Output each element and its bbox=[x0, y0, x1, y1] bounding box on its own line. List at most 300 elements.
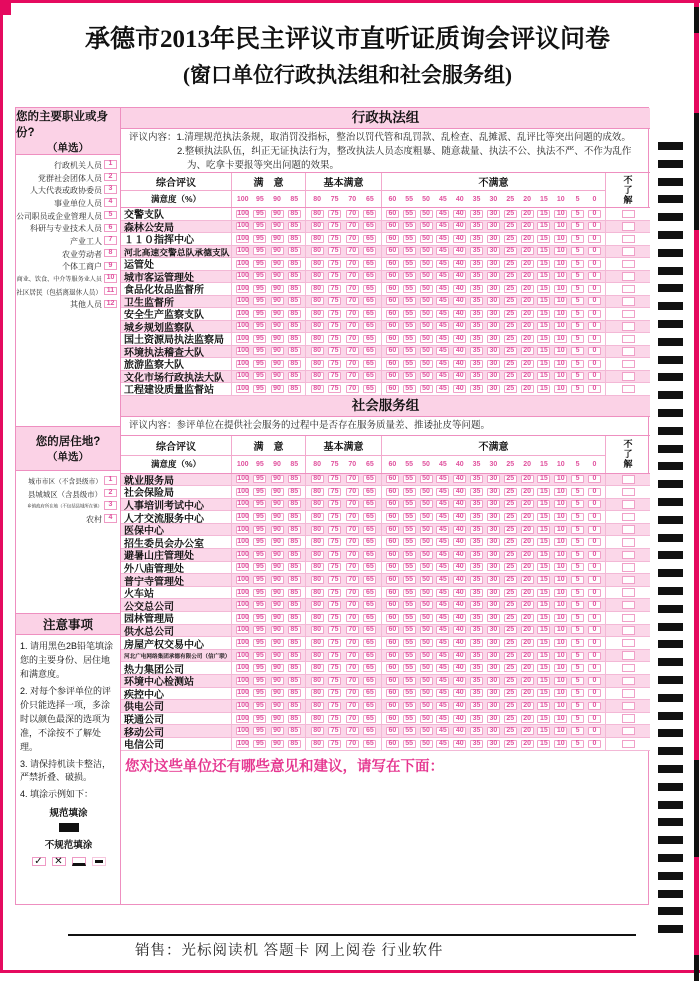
rating-bubble-5[interactable]: 5 bbox=[571, 475, 584, 483]
rating-bubble-65[interactable]: 65 bbox=[363, 488, 376, 496]
rating-bubble-50[interactable]: 50 bbox=[420, 677, 433, 685]
rating-bubble-55[interactable]: 55 bbox=[403, 260, 416, 268]
rating-bubble-65[interactable]: 65 bbox=[363, 475, 376, 483]
rating-bubble-15[interactable]: 15 bbox=[537, 626, 550, 634]
rating-bubble-95[interactable]: 95 bbox=[253, 310, 266, 318]
rating-bubble-0[interactable]: 0 bbox=[588, 639, 601, 647]
rating-bubble-75[interactable]: 75 bbox=[328, 210, 341, 218]
rating-bubble-40[interactable]: 40 bbox=[453, 488, 466, 496]
rating-bubble-85[interactable]: 85 bbox=[288, 727, 301, 735]
rating-bubble-60[interactable]: 60 bbox=[386, 247, 399, 255]
rating-bubble-80[interactable]: 80 bbox=[311, 740, 324, 748]
rating-bubble-40[interactable]: 40 bbox=[453, 727, 466, 735]
rating-bubble-90[interactable]: 90 bbox=[271, 526, 284, 534]
rating-bubble-30[interactable]: 30 bbox=[487, 626, 500, 634]
rating-bubble-35[interactable]: 35 bbox=[470, 551, 483, 559]
rating-bubble-90[interactable]: 90 bbox=[271, 310, 284, 318]
rating-bubble-70[interactable]: 70 bbox=[346, 322, 359, 330]
rating-bubble-95[interactable]: 95 bbox=[253, 563, 266, 571]
rating-bubble-0[interactable]: 0 bbox=[588, 310, 601, 318]
rating-bubble-65[interactable]: 65 bbox=[363, 310, 376, 318]
rating-bubble-10[interactable]: 10 bbox=[554, 285, 567, 293]
rating-bubble-30[interactable]: 30 bbox=[487, 513, 500, 521]
rating-bubble-65[interactable]: 65 bbox=[363, 260, 376, 268]
rating-bubble-5[interactable]: 5 bbox=[571, 285, 584, 293]
occupation-item-code-box[interactable]: 6 bbox=[104, 224, 117, 233]
rating-bubble-25[interactable]: 25 bbox=[504, 702, 517, 710]
rating-bubble-95[interactable]: 95 bbox=[253, 702, 266, 710]
rating-bubble-20[interactable]: 20 bbox=[521, 563, 534, 571]
rating-bubble-25[interactable]: 25 bbox=[504, 677, 517, 685]
rating-bubble-80[interactable]: 80 bbox=[311, 347, 324, 355]
rating-bubble-90[interactable]: 90 bbox=[271, 335, 284, 343]
rating-bubble-50[interactable]: 50 bbox=[420, 500, 433, 508]
rating-bubble-35[interactable]: 35 bbox=[470, 385, 483, 393]
rating-bubble-85[interactable]: 85 bbox=[288, 272, 301, 280]
rating-bubble-75[interactable]: 75 bbox=[328, 702, 341, 710]
rating-bubble-60[interactable]: 60 bbox=[386, 235, 399, 243]
rating-bubble-45[interactable]: 45 bbox=[436, 551, 449, 559]
rating-bubble-15[interactable]: 15 bbox=[537, 272, 550, 280]
rating-bubble-15[interactable]: 15 bbox=[537, 475, 550, 483]
rating-bubble-45[interactable]: 45 bbox=[436, 652, 449, 660]
rating-bubble-100[interactable]: 100 bbox=[237, 550, 249, 558]
rating-bubble-45[interactable]: 45 bbox=[436, 526, 449, 534]
rating-bubble-15[interactable]: 15 bbox=[537, 538, 550, 546]
rating-bubble-75[interactable]: 75 bbox=[328, 664, 341, 672]
occupation-item-code-box[interactable]: 11 bbox=[104, 287, 117, 296]
unknown-checkbox[interactable] bbox=[622, 235, 635, 244]
occupation-item-code-box[interactable]: 5 bbox=[104, 211, 117, 220]
rating-bubble-55[interactable]: 55 bbox=[403, 639, 416, 647]
rating-bubble-35[interactable]: 35 bbox=[470, 310, 483, 318]
rating-bubble-100[interactable]: 100 bbox=[237, 359, 249, 367]
rating-bubble-0[interactable]: 0 bbox=[588, 652, 601, 660]
rating-bubble-100[interactable]: 100 bbox=[237, 384, 249, 392]
rating-bubble-5[interactable]: 5 bbox=[571, 715, 584, 723]
rating-bubble-30[interactable]: 30 bbox=[487, 639, 500, 647]
rating-bubble-70[interactable]: 70 bbox=[346, 614, 359, 622]
rating-bubble-70[interactable]: 70 bbox=[346, 285, 359, 293]
rating-bubble-45[interactable]: 45 bbox=[436, 385, 449, 393]
rating-bubble-100[interactable]: 100 bbox=[237, 347, 249, 355]
rating-bubble-90[interactable]: 90 bbox=[271, 247, 284, 255]
comment-writein-area[interactable] bbox=[121, 751, 650, 904]
rating-bubble-40[interactable]: 40 bbox=[453, 677, 466, 685]
rating-bubble-40[interactable]: 40 bbox=[453, 563, 466, 571]
rating-bubble-70[interactable]: 70 bbox=[346, 576, 359, 584]
rating-bubble-30[interactable]: 30 bbox=[487, 385, 500, 393]
rating-bubble-45[interactable]: 45 bbox=[436, 310, 449, 318]
rating-bubble-100[interactable]: 100 bbox=[237, 563, 249, 571]
rating-bubble-90[interactable]: 90 bbox=[271, 222, 284, 230]
rating-bubble-65[interactable]: 65 bbox=[363, 551, 376, 559]
rating-bubble-50[interactable]: 50 bbox=[420, 210, 433, 218]
rating-bubble-5[interactable]: 5 bbox=[571, 639, 584, 647]
rating-bubble-10[interactable]: 10 bbox=[554, 576, 567, 584]
rating-bubble-35[interactable]: 35 bbox=[470, 488, 483, 496]
rating-bubble-30[interactable]: 30 bbox=[487, 652, 500, 660]
rating-bubble-50[interactable]: 50 bbox=[420, 272, 433, 280]
rating-bubble-25[interactable]: 25 bbox=[504, 310, 517, 318]
rating-bubble-75[interactable]: 75 bbox=[328, 285, 341, 293]
rating-bubble-45[interactable]: 45 bbox=[436, 475, 449, 483]
rating-bubble-60[interactable]: 60 bbox=[386, 664, 399, 672]
rating-bubble-35[interactable]: 35 bbox=[470, 614, 483, 622]
rating-bubble-30[interactable]: 30 bbox=[487, 210, 500, 218]
rating-bubble-95[interactable]: 95 bbox=[253, 626, 266, 634]
rating-bubble-90[interactable]: 90 bbox=[271, 740, 284, 748]
rating-bubble-35[interactable]: 35 bbox=[470, 576, 483, 584]
rating-bubble-95[interactable]: 95 bbox=[253, 715, 266, 723]
rating-bubble-45[interactable]: 45 bbox=[436, 614, 449, 622]
rating-bubble-35[interactable]: 35 bbox=[470, 513, 483, 521]
rating-bubble-5[interactable]: 5 bbox=[571, 551, 584, 559]
unknown-checkbox[interactable] bbox=[622, 222, 635, 231]
rating-bubble-95[interactable]: 95 bbox=[253, 664, 266, 672]
rating-bubble-75[interactable]: 75 bbox=[328, 235, 341, 243]
rating-bubble-70[interactable]: 70 bbox=[346, 360, 359, 368]
rating-bubble-0[interactable]: 0 bbox=[588, 500, 601, 508]
rating-bubble-45[interactable]: 45 bbox=[436, 664, 449, 672]
rating-bubble-15[interactable]: 15 bbox=[537, 285, 550, 293]
rating-bubble-35[interactable]: 35 bbox=[470, 222, 483, 230]
rating-bubble-60[interactable]: 60 bbox=[386, 639, 399, 647]
rating-bubble-60[interactable]: 60 bbox=[386, 563, 399, 571]
rating-bubble-45[interactable]: 45 bbox=[436, 677, 449, 685]
rating-bubble-50[interactable]: 50 bbox=[420, 360, 433, 368]
rating-bubble-40[interactable]: 40 bbox=[453, 285, 466, 293]
rating-bubble-45[interactable]: 45 bbox=[436, 601, 449, 609]
rating-bubble-45[interactable]: 45 bbox=[436, 626, 449, 634]
rating-bubble-10[interactable]: 10 bbox=[554, 297, 567, 305]
rating-bubble-35[interactable]: 35 bbox=[470, 260, 483, 268]
rating-bubble-45[interactable]: 45 bbox=[436, 272, 449, 280]
rating-bubble-50[interactable]: 50 bbox=[420, 285, 433, 293]
rating-bubble-25[interactable]: 25 bbox=[504, 614, 517, 622]
rating-bubble-50[interactable]: 50 bbox=[420, 297, 433, 305]
rating-bubble-85[interactable]: 85 bbox=[288, 335, 301, 343]
rating-bubble-0[interactable]: 0 bbox=[588, 347, 601, 355]
unknown-checkbox[interactable] bbox=[622, 601, 635, 610]
rating-bubble-30[interactable]: 30 bbox=[487, 372, 500, 380]
rating-bubble-20[interactable]: 20 bbox=[521, 272, 534, 280]
unknown-checkbox[interactable] bbox=[622, 651, 635, 660]
rating-bubble-80[interactable]: 80 bbox=[311, 385, 324, 393]
unknown-checkbox[interactable] bbox=[622, 360, 635, 369]
rating-bubble-85[interactable]: 85 bbox=[288, 210, 301, 218]
rating-bubble-90[interactable]: 90 bbox=[271, 297, 284, 305]
rating-bubble-15[interactable]: 15 bbox=[537, 260, 550, 268]
rating-bubble-5[interactable]: 5 bbox=[571, 310, 584, 318]
rating-bubble-55[interactable]: 55 bbox=[403, 297, 416, 305]
rating-bubble-5[interactable]: 5 bbox=[571, 652, 584, 660]
rating-bubble-60[interactable]: 60 bbox=[386, 260, 399, 268]
rating-bubble-30[interactable]: 30 bbox=[487, 614, 500, 622]
rating-bubble-85[interactable]: 85 bbox=[288, 297, 301, 305]
rating-bubble-30[interactable]: 30 bbox=[487, 285, 500, 293]
rating-bubble-10[interactable]: 10 bbox=[554, 601, 567, 609]
rating-bubble-50[interactable]: 50 bbox=[420, 740, 433, 748]
rating-bubble-0[interactable]: 0 bbox=[588, 715, 601, 723]
rating-bubble-80[interactable]: 80 bbox=[311, 614, 324, 622]
rating-bubble-45[interactable]: 45 bbox=[436, 322, 449, 330]
rating-bubble-100[interactable]: 100 bbox=[237, 701, 249, 709]
rating-bubble-30[interactable]: 30 bbox=[487, 664, 500, 672]
occupation-item-code-box[interactable]: 10 bbox=[104, 274, 117, 283]
rating-bubble-35[interactable]: 35 bbox=[470, 235, 483, 243]
rating-bubble-75[interactable]: 75 bbox=[328, 360, 341, 368]
rating-bubble-50[interactable]: 50 bbox=[420, 372, 433, 380]
rating-bubble-70[interactable]: 70 bbox=[346, 475, 359, 483]
rating-bubble-70[interactable]: 70 bbox=[346, 702, 359, 710]
rating-bubble-55[interactable]: 55 bbox=[403, 551, 416, 559]
rating-bubble-30[interactable]: 30 bbox=[487, 601, 500, 609]
rating-bubble-85[interactable]: 85 bbox=[288, 639, 301, 647]
rating-bubble-55[interactable]: 55 bbox=[403, 576, 416, 584]
rating-bubble-20[interactable]: 20 bbox=[521, 740, 534, 748]
occupation-item-code-box[interactable]: 1 bbox=[104, 160, 117, 169]
rating-bubble-40[interactable]: 40 bbox=[453, 589, 466, 597]
unknown-checkbox[interactable] bbox=[622, 740, 635, 749]
rating-bubble-45[interactable]: 45 bbox=[436, 335, 449, 343]
rating-bubble-35[interactable]: 35 bbox=[470, 360, 483, 368]
rating-bubble-40[interactable]: 40 bbox=[453, 222, 466, 230]
rating-bubble-85[interactable]: 85 bbox=[288, 260, 301, 268]
rating-bubble-60[interactable]: 60 bbox=[386, 272, 399, 280]
rating-bubble-30[interactable]: 30 bbox=[487, 222, 500, 230]
rating-bubble-80[interactable]: 80 bbox=[311, 500, 324, 508]
rating-bubble-20[interactable]: 20 bbox=[521, 639, 534, 647]
residence-item-code-box[interactable]: 4 bbox=[104, 514, 117, 523]
rating-bubble-45[interactable]: 45 bbox=[436, 260, 449, 268]
rating-bubble-0[interactable]: 0 bbox=[588, 664, 601, 672]
rating-bubble-60[interactable]: 60 bbox=[386, 347, 399, 355]
rating-bubble-0[interactable]: 0 bbox=[588, 322, 601, 330]
rating-bubble-10[interactable]: 10 bbox=[554, 715, 567, 723]
rating-bubble-55[interactable]: 55 bbox=[403, 360, 416, 368]
unknown-checkbox[interactable] bbox=[622, 538, 635, 547]
rating-bubble-45[interactable]: 45 bbox=[436, 639, 449, 647]
rating-bubble-95[interactable]: 95 bbox=[253, 526, 266, 534]
rating-bubble-10[interactable]: 10 bbox=[554, 652, 567, 660]
rating-bubble-95[interactable]: 95 bbox=[253, 601, 266, 609]
rating-bubble-75[interactable]: 75 bbox=[328, 526, 341, 534]
rating-bubble-35[interactable]: 35 bbox=[470, 526, 483, 534]
rating-bubble-95[interactable]: 95 bbox=[253, 652, 266, 660]
rating-bubble-0[interactable]: 0 bbox=[588, 285, 601, 293]
rating-bubble-80[interactable]: 80 bbox=[311, 360, 324, 368]
rating-bubble-40[interactable]: 40 bbox=[453, 538, 466, 546]
rating-bubble-80[interactable]: 80 bbox=[311, 589, 324, 597]
rating-bubble-5[interactable]: 5 bbox=[571, 322, 584, 330]
rating-bubble-5[interactable]: 5 bbox=[571, 335, 584, 343]
rating-bubble-70[interactable]: 70 bbox=[346, 589, 359, 597]
rating-bubble-65[interactable]: 65 bbox=[363, 601, 376, 609]
rating-bubble-90[interactable]: 90 bbox=[271, 500, 284, 508]
rating-bubble-100[interactable]: 100 bbox=[237, 234, 249, 242]
rating-bubble-100[interactable]: 100 bbox=[237, 259, 249, 267]
rating-bubble-90[interactable]: 90 bbox=[271, 576, 284, 584]
occupation-item-code-box[interactable]: 2 bbox=[104, 173, 117, 182]
rating-bubble-25[interactable]: 25 bbox=[504, 715, 517, 723]
rating-bubble-75[interactable]: 75 bbox=[328, 310, 341, 318]
rating-bubble-65[interactable]: 65 bbox=[363, 689, 376, 697]
rating-bubble-40[interactable]: 40 bbox=[453, 475, 466, 483]
rating-bubble-20[interactable]: 20 bbox=[521, 285, 534, 293]
rating-bubble-20[interactable]: 20 bbox=[521, 614, 534, 622]
rating-bubble-40[interactable]: 40 bbox=[453, 601, 466, 609]
rating-bubble-10[interactable]: 10 bbox=[554, 235, 567, 243]
rating-bubble-40[interactable]: 40 bbox=[453, 322, 466, 330]
rating-bubble-90[interactable]: 90 bbox=[271, 614, 284, 622]
residence-item-code-box[interactable]: 3 bbox=[104, 501, 117, 510]
rating-bubble-10[interactable]: 10 bbox=[554, 247, 567, 255]
rating-bubble-20[interactable]: 20 bbox=[521, 664, 534, 672]
rating-bubble-20[interactable]: 20 bbox=[521, 385, 534, 393]
rating-bubble-95[interactable]: 95 bbox=[253, 727, 266, 735]
rating-bubble-55[interactable]: 55 bbox=[403, 513, 416, 521]
rating-bubble-85[interactable]: 85 bbox=[288, 664, 301, 672]
rating-bubble-60[interactable]: 60 bbox=[386, 715, 399, 723]
rating-bubble-95[interactable]: 95 bbox=[253, 475, 266, 483]
rating-bubble-100[interactable]: 100 bbox=[237, 651, 249, 659]
rating-bubble-50[interactable]: 50 bbox=[420, 335, 433, 343]
rating-bubble-20[interactable]: 20 bbox=[521, 310, 534, 318]
rating-bubble-65[interactable]: 65 bbox=[363, 297, 376, 305]
unknown-checkbox[interactable] bbox=[622, 664, 635, 673]
rating-bubble-80[interactable]: 80 bbox=[311, 626, 324, 634]
rating-bubble-100[interactable]: 100 bbox=[237, 475, 249, 483]
rating-bubble-45[interactable]: 45 bbox=[436, 727, 449, 735]
occupation-item-code-box[interactable]: 8 bbox=[104, 249, 117, 258]
rating-bubble-20[interactable]: 20 bbox=[521, 335, 534, 343]
rating-bubble-15[interactable]: 15 bbox=[537, 235, 550, 243]
rating-bubble-0[interactable]: 0 bbox=[588, 702, 601, 710]
rating-bubble-65[interactable]: 65 bbox=[363, 626, 376, 634]
rating-bubble-10[interactable]: 10 bbox=[554, 335, 567, 343]
rating-bubble-85[interactable]: 85 bbox=[288, 601, 301, 609]
rating-bubble-90[interactable]: 90 bbox=[271, 664, 284, 672]
unknown-checkbox[interactable] bbox=[622, 576, 635, 585]
rating-bubble-65[interactable]: 65 bbox=[363, 322, 376, 330]
rating-bubble-70[interactable]: 70 bbox=[346, 222, 359, 230]
rating-bubble-20[interactable]: 20 bbox=[521, 260, 534, 268]
rating-bubble-50[interactable]: 50 bbox=[420, 664, 433, 672]
occupation-item-code-box[interactable]: 3 bbox=[104, 185, 117, 194]
rating-bubble-70[interactable]: 70 bbox=[346, 488, 359, 496]
rating-bubble-35[interactable]: 35 bbox=[470, 626, 483, 634]
rating-bubble-35[interactable]: 35 bbox=[470, 297, 483, 305]
rating-bubble-50[interactable]: 50 bbox=[420, 715, 433, 723]
rating-bubble-90[interactable]: 90 bbox=[271, 626, 284, 634]
unknown-checkbox[interactable] bbox=[622, 297, 635, 306]
rating-bubble-10[interactable]: 10 bbox=[554, 272, 567, 280]
rating-bubble-80[interactable]: 80 bbox=[311, 322, 324, 330]
rating-bubble-65[interactable]: 65 bbox=[363, 563, 376, 571]
rating-bubble-65[interactable]: 65 bbox=[363, 500, 376, 508]
rating-bubble-55[interactable]: 55 bbox=[403, 310, 416, 318]
rating-bubble-40[interactable]: 40 bbox=[453, 689, 466, 697]
rating-bubble-60[interactable]: 60 bbox=[386, 652, 399, 660]
rating-bubble-25[interactable]: 25 bbox=[504, 626, 517, 634]
rating-bubble-80[interactable]: 80 bbox=[311, 727, 324, 735]
rating-bubble-30[interactable]: 30 bbox=[487, 335, 500, 343]
rating-bubble-35[interactable]: 35 bbox=[470, 210, 483, 218]
rating-bubble-10[interactable]: 10 bbox=[554, 210, 567, 218]
rating-bubble-20[interactable]: 20 bbox=[521, 500, 534, 508]
rating-bubble-90[interactable]: 90 bbox=[271, 702, 284, 710]
rating-bubble-70[interactable]: 70 bbox=[346, 727, 359, 735]
rating-bubble-85[interactable]: 85 bbox=[288, 740, 301, 748]
rating-bubble-70[interactable]: 70 bbox=[346, 335, 359, 343]
rating-bubble-35[interactable]: 35 bbox=[470, 272, 483, 280]
unknown-checkbox[interactable] bbox=[622, 247, 635, 256]
rating-bubble-10[interactable]: 10 bbox=[554, 385, 567, 393]
rating-bubble-5[interactable]: 5 bbox=[571, 360, 584, 368]
rating-bubble-70[interactable]: 70 bbox=[346, 639, 359, 647]
rating-bubble-50[interactable]: 50 bbox=[420, 322, 433, 330]
rating-bubble-0[interactable]: 0 bbox=[588, 689, 601, 697]
rating-bubble-75[interactable]: 75 bbox=[328, 589, 341, 597]
rating-bubble-95[interactable]: 95 bbox=[253, 210, 266, 218]
rating-bubble-80[interactable]: 80 bbox=[311, 297, 324, 305]
rating-bubble-70[interactable]: 70 bbox=[346, 235, 359, 243]
unknown-checkbox[interactable] bbox=[622, 513, 635, 522]
rating-bubble-45[interactable]: 45 bbox=[436, 285, 449, 293]
rating-bubble-5[interactable]: 5 bbox=[571, 488, 584, 496]
rating-bubble-55[interactable]: 55 bbox=[403, 222, 416, 230]
rating-bubble-30[interactable]: 30 bbox=[487, 563, 500, 571]
rating-bubble-50[interactable]: 50 bbox=[420, 488, 433, 496]
rating-bubble-70[interactable]: 70 bbox=[346, 551, 359, 559]
occupation-item-code-box[interactable]: 12 bbox=[104, 300, 117, 309]
rating-bubble-60[interactable]: 60 bbox=[386, 727, 399, 735]
unknown-checkbox[interactable] bbox=[622, 689, 635, 698]
rating-bubble-30[interactable]: 30 bbox=[487, 715, 500, 723]
rating-bubble-60[interactable]: 60 bbox=[386, 677, 399, 685]
rating-bubble-10[interactable]: 10 bbox=[554, 260, 567, 268]
rating-bubble-80[interactable]: 80 bbox=[311, 639, 324, 647]
rating-bubble-55[interactable]: 55 bbox=[403, 626, 416, 634]
rating-bubble-70[interactable]: 70 bbox=[346, 385, 359, 393]
rating-bubble-80[interactable]: 80 bbox=[311, 538, 324, 546]
rating-bubble-70[interactable]: 70 bbox=[346, 689, 359, 697]
rating-bubble-90[interactable]: 90 bbox=[271, 652, 284, 660]
rating-bubble-100[interactable]: 100 bbox=[237, 689, 249, 697]
rating-bubble-30[interactable]: 30 bbox=[487, 526, 500, 534]
rating-bubble-65[interactable]: 65 bbox=[363, 702, 376, 710]
rating-bubble-80[interactable]: 80 bbox=[311, 310, 324, 318]
rating-bubble-20[interactable]: 20 bbox=[521, 715, 534, 723]
rating-bubble-90[interactable]: 90 bbox=[271, 715, 284, 723]
rating-bubble-80[interactable]: 80 bbox=[311, 715, 324, 723]
rating-bubble-45[interactable]: 45 bbox=[436, 500, 449, 508]
rating-bubble-50[interactable]: 50 bbox=[420, 639, 433, 647]
rating-bubble-45[interactable]: 45 bbox=[436, 372, 449, 380]
rating-bubble-40[interactable]: 40 bbox=[453, 210, 466, 218]
rating-bubble-85[interactable]: 85 bbox=[288, 689, 301, 697]
rating-bubble-90[interactable]: 90 bbox=[271, 347, 284, 355]
rating-bubble-35[interactable]: 35 bbox=[470, 689, 483, 697]
rating-bubble-25[interactable]: 25 bbox=[504, 500, 517, 508]
rating-bubble-35[interactable]: 35 bbox=[470, 335, 483, 343]
rating-bubble-0[interactable]: 0 bbox=[588, 614, 601, 622]
rating-bubble-90[interactable]: 90 bbox=[271, 639, 284, 647]
rating-bubble-15[interactable]: 15 bbox=[537, 689, 550, 697]
rating-bubble-55[interactable]: 55 bbox=[403, 488, 416, 496]
rating-bubble-95[interactable]: 95 bbox=[253, 235, 266, 243]
